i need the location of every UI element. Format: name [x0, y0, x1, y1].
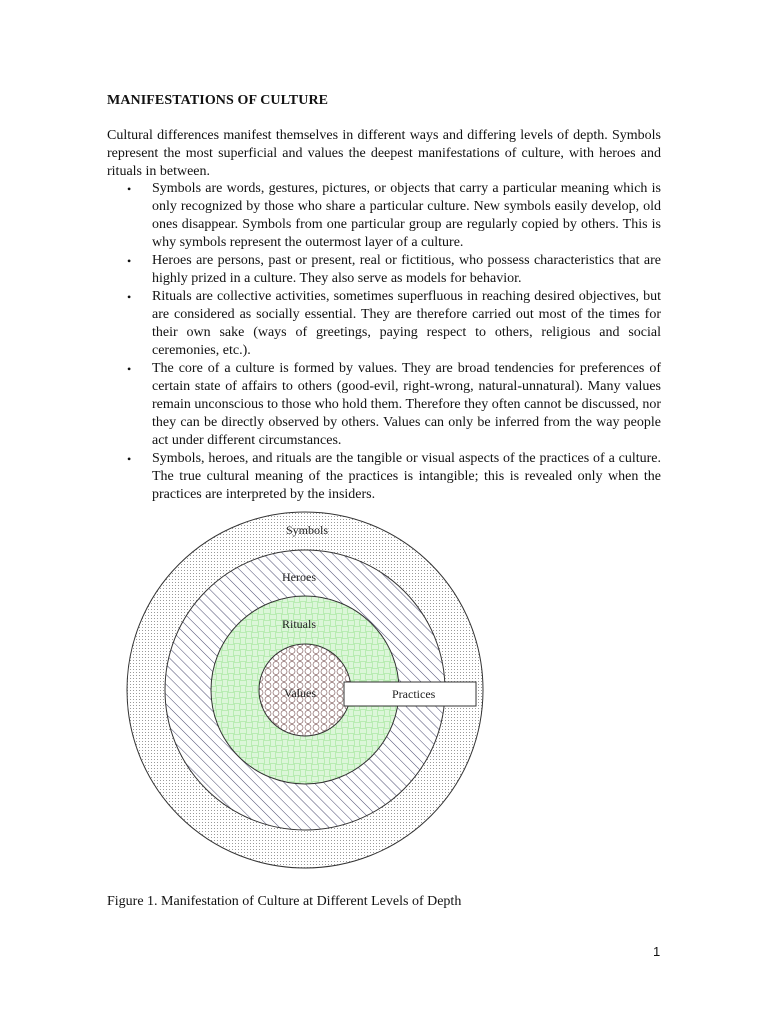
bullet-icon: • — [127, 290, 132, 304]
practices-label: Practices — [392, 687, 436, 701]
list-item — [107, 180, 661, 252]
bullet-text: Symbols are words, gestures, pictures, or objects that carry a particular meaning which is only recognized by those who share a particular culture. New symbols easily develop, old ones disappear. Symbols from one particular group are regularly copied by others. This is why symbols represent the outermost layer of a culture. — [152, 181, 661, 250]
list-item — [107, 288, 661, 360]
bullet-icon: • — [127, 254, 132, 268]
bullet-icon: • — [127, 452, 132, 466]
list-item — [107, 450, 661, 504]
bullet-text: Symbols, heroes, and rituals are the tangible or visual aspects of the practices of a culture. The true cultural meaning of the practices is intangible; this is revealed only when the practices are interpreted by the insiders. — [152, 451, 661, 502]
values-label: Values — [284, 686, 316, 700]
heroes-label: Heroes — [282, 570, 316, 584]
bullet-text: Rituals are collective activities, sometimes superfluous in reaching desired objectives, but are considered as socially essential. They are therefore carried out most of the times for their own sake (ways of greetings, paying respect to others, religious and social ceremonies, etc.). — [152, 289, 661, 358]
symbols-label: Symbols — [286, 523, 329, 537]
list-item — [107, 360, 661, 450]
list-item — [107, 252, 661, 288]
page-number: 1 — [653, 944, 661, 959]
bullet-text: The core of a culture is formed by values. They are broad tendencies for preferences of certain state of affairs to others (good-evil, right-wrong, natural-unnatural). Many values remain unconscious to those who hold them. Therefore they often cannot be discussed, nor they can be directly observed by others. Values can only be inferred from the way people act under different circumstances. — [152, 361, 661, 448]
figure-caption: Figure 1. Manifestation of Culture at Different Levels of Depth — [107, 894, 462, 909]
bullet-icon: • — [127, 362, 132, 376]
page-title: MANIFESTATIONS OF CULTURE — [107, 93, 329, 108]
bullet-icon: • — [127, 182, 132, 196]
bullet-list — [107, 180, 661, 504]
culture-onion-diagram — [120, 500, 490, 870]
bullet-text: Heroes are persons, past or present, real or fictitious, who possess characteristics that are highly prized in a culture. They also serve as models for behavior. — [152, 253, 661, 286]
rituals-label: Rituals — [282, 617, 317, 631]
intro-paragraph: Cultural differences manifest themselves in different ways and differing levels of depth. Symbols represent the most superficial and values the deepest manifestations of culture, with heroes and rituals in between. — [107, 128, 661, 179]
